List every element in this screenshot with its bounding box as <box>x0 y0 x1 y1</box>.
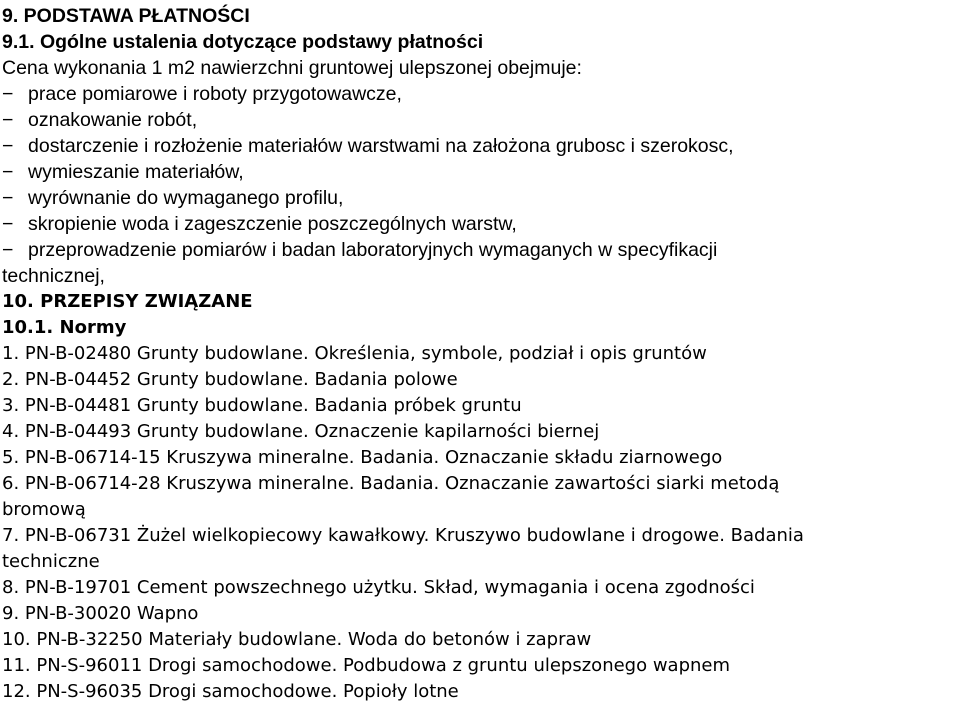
norm-item: 4. PN-B-04493 Grunty budowlane. Oznaczenie kapilarności biernej <box>2 421 600 442</box>
norm-item: 12. PN-S-96035 Drogi samochodowe. Popioły lotne <box>2 681 459 702</box>
list-item: − przeprowadzenie pomiarów i badan laboratoryjnych wymaganych w specyfikacji <box>2 239 718 261</box>
norm-item-continuation: bromową <box>2 499 86 520</box>
norm-item: 2. PN-B-04452 Grunty budowlane. Badania polowe <box>2 369 458 390</box>
section-10-1-subtitle: 10.1. Normy <box>2 317 127 338</box>
section-9-1-subtitle: 9.1. Ogólne ustalenia dotyczące podstawy płatności <box>2 31 484 53</box>
list-item: − wymieszanie materiałów, <box>2 161 244 183</box>
norm-item: 8. PN-B-19701 Cement powszechnego użytku. Skład, wymagania i ocena zgodności <box>2 577 755 598</box>
list-item: − wyrównanie do wymaganego profilu, <box>2 187 344 209</box>
norm-item-continuation: techniczne <box>2 551 100 572</box>
section-9-title: 9. PODSTAWA PŁATNOŚCI <box>2 5 250 27</box>
norm-item: 9. PN-B-30020 Wapno <box>2 603 199 624</box>
dash-bullet: − <box>2 109 14 131</box>
list-item: − oznakowanie robót, <box>2 109 198 131</box>
list-item: − dostarczenie i rozłożenie materiałów warstwami na założona grubosc i szerokosc, <box>2 135 734 157</box>
section-10-title: 10. PRZEPISY ZWIĄZANE <box>2 291 253 312</box>
list-item: − prace pomiarowe i roboty przygotowawcze, <box>2 83 402 105</box>
norm-item: 6. PN-B-06714-28 Kruszywa mineralne. Badania. Oznaczanie zawartości siarki metodą <box>2 473 780 494</box>
dash-bullet: − <box>2 83 14 105</box>
norm-item: 7. PN-B-06731 Żużel wielkopiecowy kawałkowy. Kruszywo budowlane i drogowe. Badania <box>2 525 804 546</box>
norm-item: 5. PN-B-06714-15 Kruszywa mineralne. Badania. Oznaczanie składu ziarnowego <box>2 447 723 468</box>
dash-bullet: − <box>2 135 14 157</box>
norm-item: 10. PN-B-32250 Materiały budowlane. Woda do betonów i zapraw <box>2 629 592 650</box>
dash-bullet: − <box>2 239 14 261</box>
norm-item: 11. PN-S-96011 Drogi samochodowe. Podbudowa z gruntu ulepszonego wapnem <box>2 655 731 676</box>
list-item-continuation: technicznej, <box>2 265 105 287</box>
norm-item: 3. PN-B-04481 Grunty budowlane. Badania próbek gruntu <box>2 395 522 416</box>
dash-bullet: − <box>2 187 14 209</box>
norm-item: 1. PN-B-02480 Grunty budowlane. Określenia, symbole, podział i opis gruntów <box>2 343 707 364</box>
list-item: − skropienie woda i zageszczenie poszczególnych warstw, <box>2 213 517 235</box>
dash-bullet: − <box>2 213 14 235</box>
dash-bullet: − <box>2 161 14 183</box>
section-9-intro: Cena wykonania 1 m2 nawierzchni gruntowej ulepszonej obejmuje: <box>2 57 582 79</box>
